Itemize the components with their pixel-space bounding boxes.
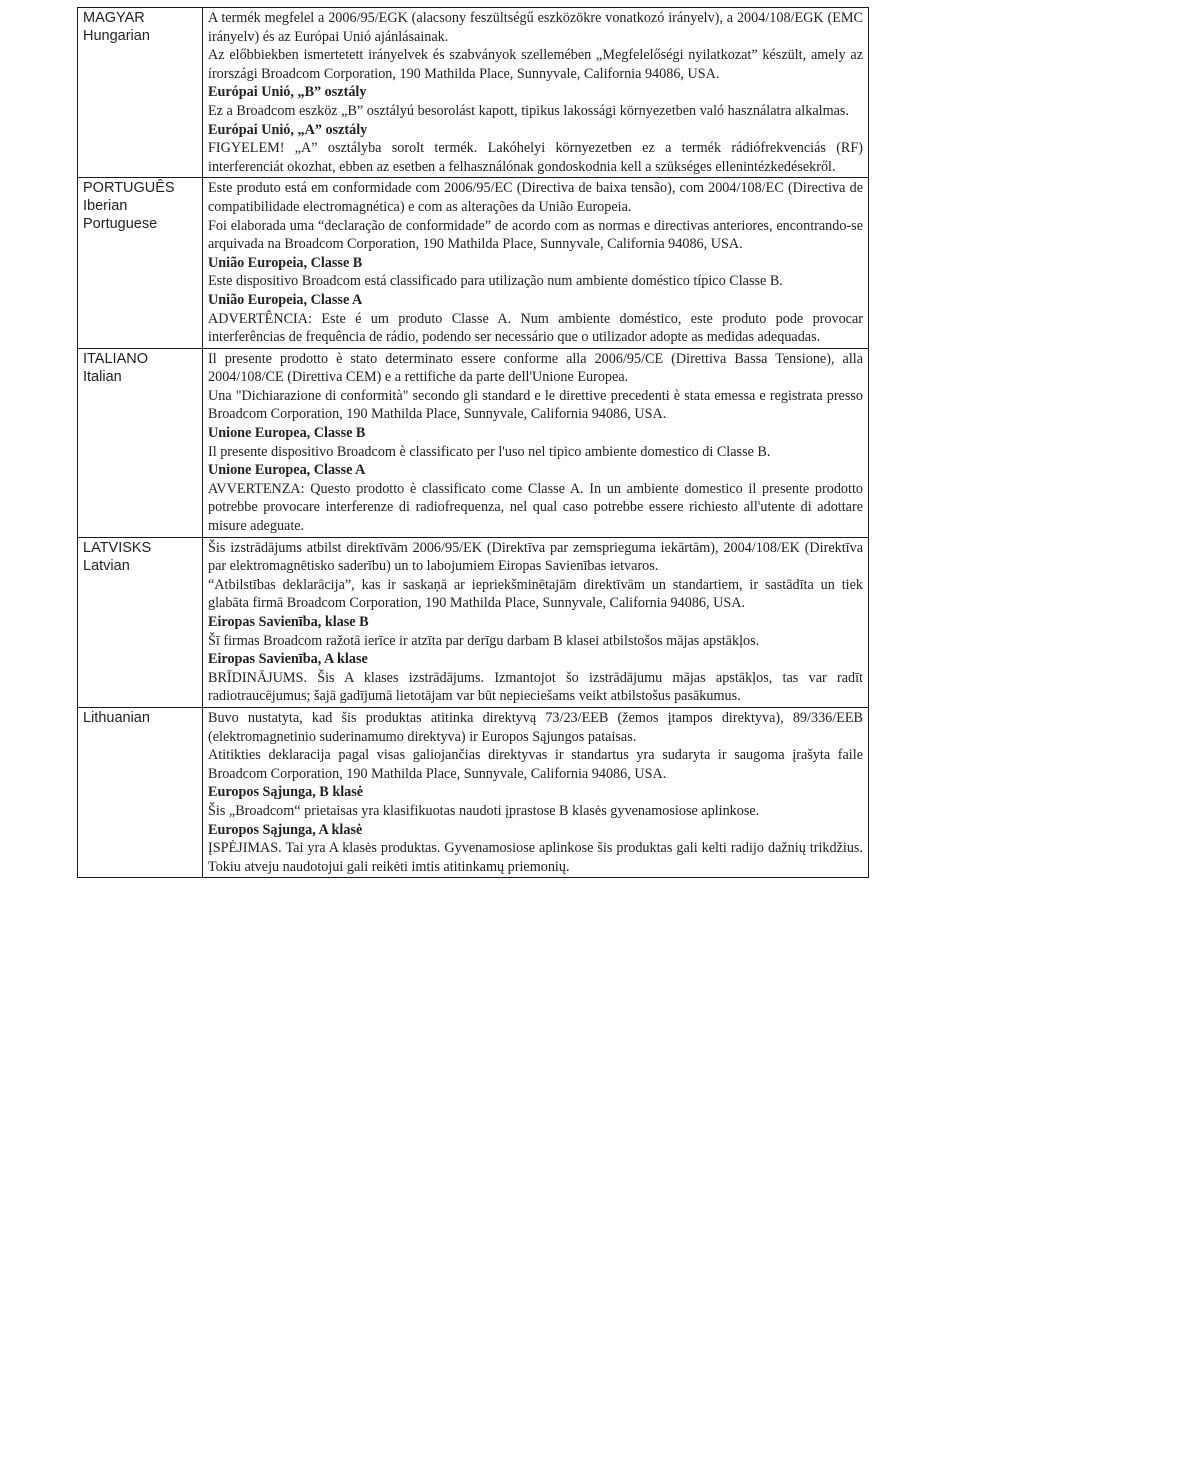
class-b-heading: Europos Sąjunga, B klasė <box>208 784 364 801</box>
declaration-cell <box>203 348 869 537</box>
declaration-cell <box>203 537 869 707</box>
class-a-heading: Eiropas Savienība, A klase <box>208 651 368 668</box>
table-row <box>78 178 869 348</box>
language-cell <box>78 707 203 877</box>
declaration-paragraph: Foi elaborada uma “declaração de conformidade” de acordo com as normas e directivas anteriores, encontrando-se arquivada na Broadcom Corporation, 190 Mathilda Place, Sunnyvale, California 94086, USA. <box>208 217 863 253</box>
class-b-heading: União Europeia, Classe B <box>208 254 363 271</box>
class-b-text: Šī firmas Broadcom ražotā ierīce ir atzīta par derīgu darbam B klasei atbilstošos mājas apstākļos. <box>208 632 760 649</box>
class-a-text: ADVERTÊNCIA: Este é um produto Classe A. Num ambiente doméstico, este produto pode provocar interferências de frequência de rádio, podendo ser necessário que o utilizador adopte as medidas adequadas. <box>208 310 863 346</box>
language-english-name: Hungarian <box>83 28 150 44</box>
language-english-name: Latvian <box>83 557 130 574</box>
conformity-paragraph: Šis izstrādājums atbilst direktīvām 2006/95/EK (Direktīva par zemsprieguma iekārtām), 2004/108/EK (Direktīva par elektromagnētisko saderību) un to labojumiem Eiropas Savienības ietvaros. <box>208 539 863 575</box>
language-cell <box>78 178 203 348</box>
class-b-text: Este dispositivo Broadcom está classificado para utilização num ambiente doméstico típico Classe B. <box>208 273 783 290</box>
language-native-name: ITALIANO <box>83 350 148 367</box>
class-a-text: FIGYELEM! „A” osztályba sorolt termék. Lakóhelyi környezetben ez a termék rádiófrekvenciás (RF) interferenciát okozhat, ebben az esetben a felhasználónak gondoskodnia kell a szükséges ellenintézkedésekről. <box>208 140 863 175</box>
table-row <box>78 348 869 537</box>
language-cell <box>78 537 203 707</box>
class-b-heading: Európai Unió, „B” osztály <box>208 84 367 101</box>
class-b-text: Šis „Broadcom“ prietaisas yra klasifikuotas naudoti įprastose B klasės gyvenamosiose aplinkose. <box>208 802 760 819</box>
language-native-name: PORTUGUÊS <box>83 180 175 197</box>
class-a-heading: União Europeia, Classe A <box>208 291 363 308</box>
conformity-paragraph: Este produto está em conformidade com 2006/95/EC (Directiva de baixa tensão), com 2004/108/EC (Directiva de compatibilidade electromagnética) e com as alterações da União Europeia. <box>208 180 863 215</box>
conformity-paragraph: Il presente prodotto è stato determinato essere conforme alla 2006/95/CE (Direttiva Bassa Tensione), alla 2004/108/CE (Direttiva CEM) e a rettifiche da parte dell'Unione Europea. <box>208 350 863 386</box>
class-b-heading: Unione Europea, Classe B <box>208 425 366 442</box>
language-english-name: Italian <box>83 368 122 385</box>
language-english-name: Iberian <box>83 198 128 215</box>
table-row <box>78 8 869 178</box>
language-native-name: MAGYAR <box>83 10 145 26</box>
language-native-name: LATVISKS <box>83 539 152 556</box>
table-row <box>78 537 869 707</box>
table-row <box>78 707 869 877</box>
class-a-heading: Európai Unió, „A” osztály <box>208 121 368 138</box>
class-a-text: AVVERTENZA: Questo prodotto è classificato come Classe A. In un ambiente domestico il presente prodotto potrebbe provocare interferenze di radiofrequenza, nel qual caso potrebbe essere richiesto all'utente di adottare misure adeguate. <box>208 480 863 535</box>
class-a-heading: Europos Sąjunga, A klasė <box>208 821 363 838</box>
declaration-cell <box>203 178 869 348</box>
declaration-paragraph: “Atbilstības deklarācija”, kas ir saskaņā ar iepriekšminētajām direktīvām un standartiem, ir sastādīta un tiek glabāta firmā Broadcom Corporation, 190 Mathilda Place, Sunnyvale, California 94086, USA. <box>208 576 863 612</box>
declaration-paragraph: Az előbbiekben ismertetett irányelvek és szabványok szellemében „Megfelelőségi nyilatkozat” készült, amely az írországi Broadcom Corporation, 190 Mathilda Place, Sunnyvale, California 94086, USA. <box>208 47 863 82</box>
conformity-paragraph: A termék megfelel a 2006/95/EGK (alacsony feszültségű eszközökre vonatkozó irányelv), a 2004/108/EGK (EMC irányelv) és az Európai Unió ajánlásainak. <box>208 10 863 45</box>
class-a-text: BRĪDINĀJUMS. Šis A klases izstrādājums. Izmantojot šo izstrādājumu mājas apstākļos, tas var radīt radiotraucējumus; šajā gadījumā lietotājam var būt nepieciešams veikt atbilstošus pasākumus. <box>208 669 863 705</box>
class-b-text: Ez a Broadcom eszköz „B” osztályú besorolást kapott, tipikus lakossági környezetben való használatra alkalmas. <box>208 102 849 119</box>
declaration-cell <box>203 707 869 877</box>
class-a-text: ĮSPĖJIMAS. Tai yra A klasės produktas. Gyvenamosiose aplinkose šis produktas gali kelti radijo dažnių trikdžius. Tokiu atveju naudotojui gali reikėti imtis atitinkamų priemonių. <box>208 840 863 875</box>
language-english-name: Lithuanian <box>83 709 150 726</box>
class-b-heading: Eiropas Savienība, klase B <box>208 614 369 630</box>
class-b-text: Il presente dispositivo Broadcom è classificato per l'uso nel tipico ambiente domestico di Classe B. <box>208 443 771 460</box>
declaration-paragraph: Atitikties deklaracija pagal visas galiojančias direktyvas ir standartus yra sudaryta ir saugoma įrašyta faile Broadcom Corporation, 190 Mathilda Place, Sunnyvale, California 94086, USA. <box>208 747 863 782</box>
declaration-paragraph: Una "Dichiarazione di conformità" secondo gli standard e le direttive precedenti è stata emessa e registrata presso Broadcom Corporation, 190 Mathilda Place, Sunnyvale, California 94086, USA. <box>208 387 863 423</box>
declaration-cell <box>203 8 869 178</box>
class-a-heading: Unione Europea, Classe A <box>208 462 366 479</box>
language-cell <box>78 8 203 178</box>
compliance-table <box>77 7 869 878</box>
language-english-name: Portuguese <box>83 216 158 233</box>
conformity-paragraph: Buvo nustatyta, kad šis produktas atitinka direktyvą 73/23/EEB (žemos įtampos direktyva), 89/336/EEB (elektromagnetinio suderinamumo direktyva) ir Europos Sąjungos pataisas. <box>208 709 863 745</box>
language-cell <box>78 348 203 537</box>
